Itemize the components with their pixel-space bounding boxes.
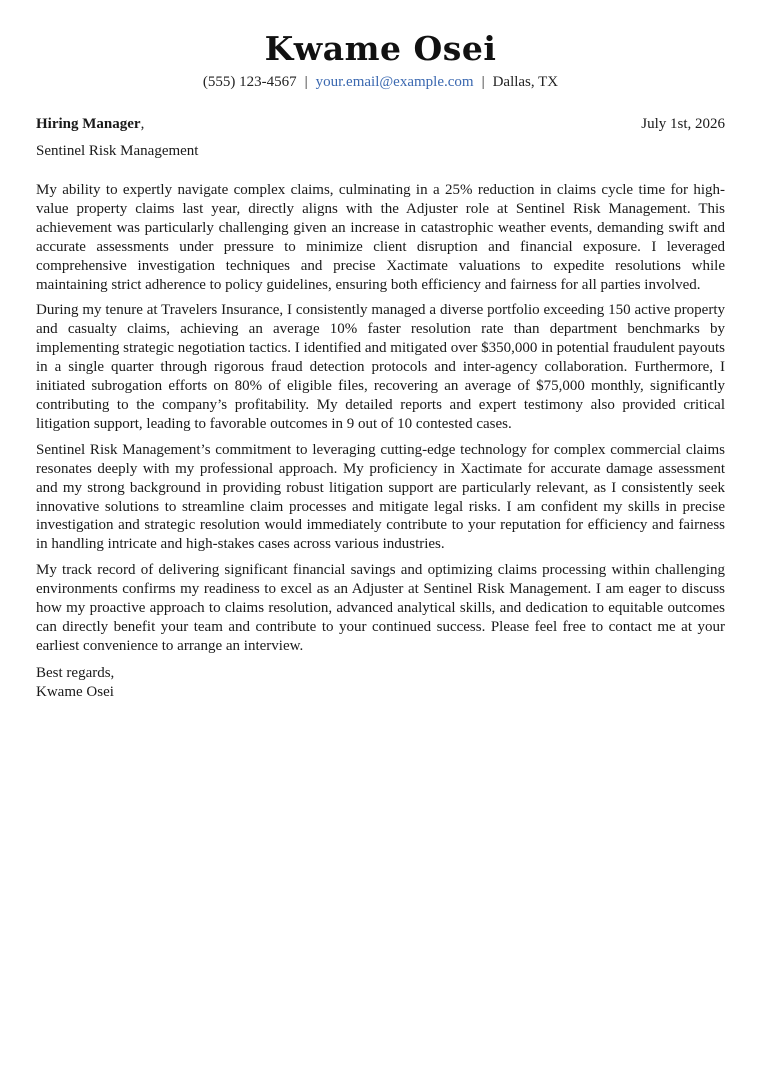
body-paragraph: My ability to expertly navigate complex claims, culminating in a 25% reduction in claims cycle time for high-value property claims last year, directly aligns with the Adjuster role at Sentinel Risk Management. This achievement was particularly challenging given an increase in catastrophic weather events, demanding swift and accurate assessments under pressure to minimize client disruption and financial exposure. I leveraged comprehensive investigation techniques and precise Xactimate valuations to expedite resolutions while maintaining strict adherence to policy guidelines, ensuring both efficiency and fairness for all parties involved. <box>36 182 725 293</box>
closing-block <box>36 664 725 702</box>
contact-separator: | <box>481 74 485 90</box>
salutation-comma: , <box>140 116 145 132</box>
contact-separator: | <box>304 74 308 90</box>
cover-letter-page <box>36 0 725 702</box>
signature-name: Kwame Osei <box>36 683 114 700</box>
letter-body <box>36 181 725 656</box>
letter-date: July 1st, 2026 <box>641 116 725 132</box>
recipient-company: Sentinel Risk Management <box>36 143 199 159</box>
sign-off: Best regards, <box>36 664 115 681</box>
body-paragraph: My track record of delivering significant financial savings and optimizing claims processing within challenging environments confirms my readiness to excel as an Adjuster at Sentinel Risk Management. I am eager to discuss how my proactive approach to claims resolution, advanced analytical skills, and dedication to equitable outcomes can directly benefit your team and contribute to your continued success. Please feel free to contact me at your earliest convenience to arrange an interview. <box>36 562 725 654</box>
location: Dallas, TX <box>492 74 559 90</box>
email-link[interactable]: your.email@example.com <box>315 74 474 90</box>
phone-number: (555) 123-4567 <box>202 74 297 90</box>
body-paragraph: Sentinel Risk Management’s commitment to leveraging cutting-edge technology for complex commercial claims resonates deeply with my professional approach. My proficiency in Xactimate for accurate damage assessment and my strong background in providing robust litigation support are particularly relevant, as I consistently seek innovative solutions to streamline claim processes and mitigate legal risks. I am confident my skills in precise investigation and strategic resolution would immediately contribute to your reputation for efficiency and fairness in handling intricate and high-stakes cases across various industries. <box>36 441 725 553</box>
recipient-title: Hiring Manager <box>36 116 141 132</box>
recipient-date-row <box>36 115 725 133</box>
applicant-name: Kwame Osei <box>264 29 497 68</box>
salutation <box>36 115 144 133</box>
contact-line <box>36 72 725 92</box>
body-paragraph: During my tenure at Travelers Insurance, I consistently managed a diverse portfolio exceeding 150 active property and casualty claims, achieving an average 10% faster resolution rate than department benchmarks by implementing strategic negotiation tactics. I identified and mitigated over $350,000 in potential fraudulent payouts in a single quarter through rigorous fraud detection protocols and inter-agency collaboration. Furthermore, I initiated subrogation efforts on 80% of eligible files, recovering an average of $75,000 monthly, significantly contributing to the company’s profitability. My detailed reports and expert testimony also provided critical litigation support, leading to favorable outcomes in 9 out of 10 contested cases. <box>36 302 725 432</box>
